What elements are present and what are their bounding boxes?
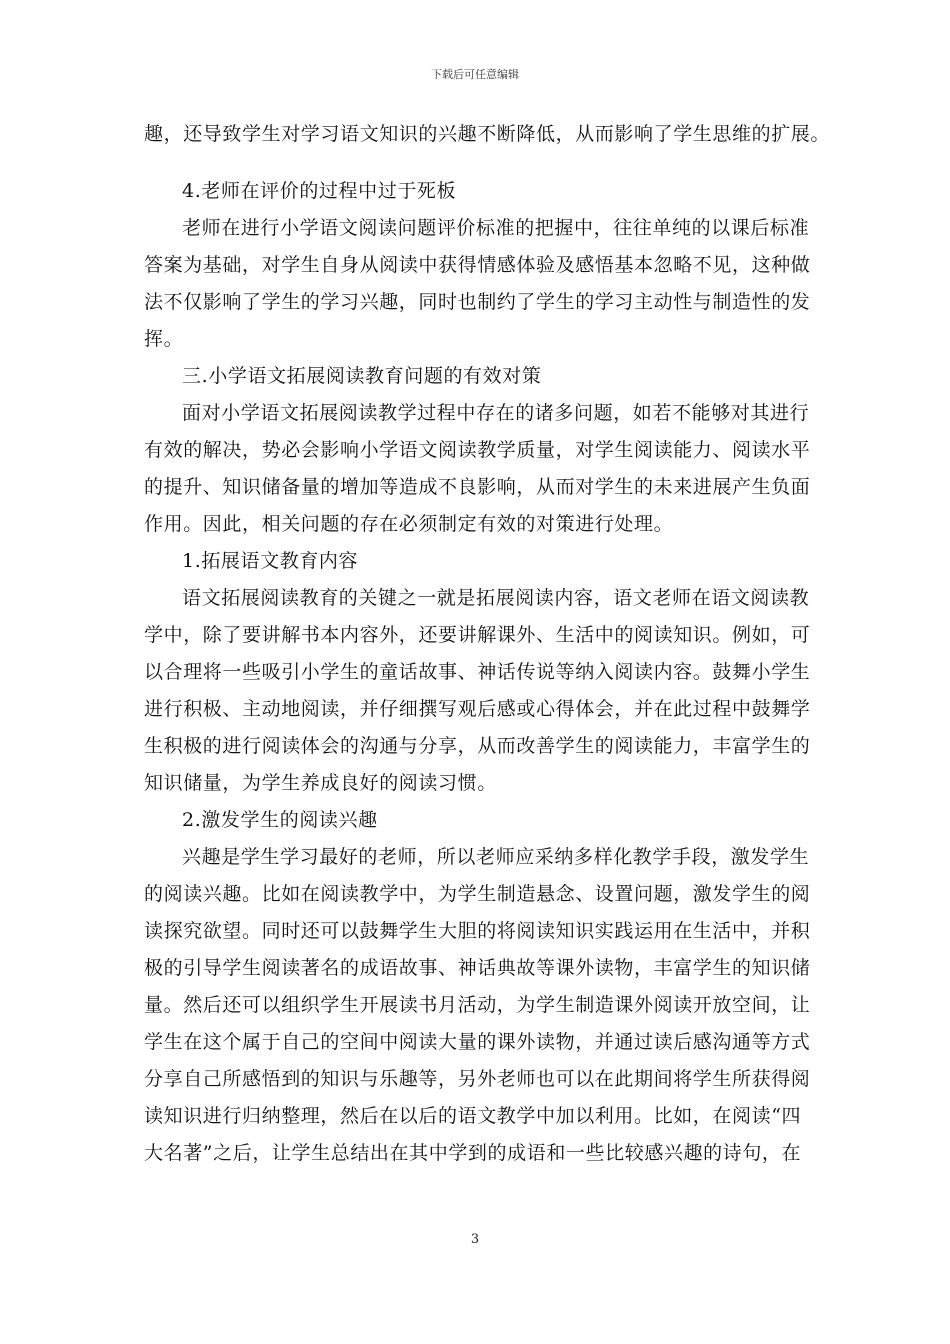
page-header: 下载后可任意编辑 <box>431 68 519 81</box>
body-text-line: 学生在这个属于自己的空间中阅读大量的课外读物，并通过读后感沟通等方式 <box>144 1031 811 1053</box>
body-text-line: 学中，除了要讲解书本内容外，还要讲解课外、生活中的阅读知识。例如，可 <box>144 624 811 646</box>
body-text-line: 老师在进行小学语文阅读问题评价标准的把握中，往往单纯的以课后标准 <box>182 217 810 239</box>
section-heading: 1.拓展语文教育内容 <box>182 550 359 572</box>
document-body <box>144 116 831 1172</box>
section-heading: 4.老师在评价的过程中过于死板 <box>182 180 457 202</box>
body-text-line: 以合理将一些吸引小学生的童话故事、神话传说等纳入阅读内容。鼓舞小学生 <box>144 661 811 683</box>
body-text-line: 挥。 <box>144 328 184 350</box>
body-text-line: 量。然后还可以组织学生开展读书月活动，为学生制造课外阅读开放空间，让 <box>144 994 811 1016</box>
body-text-line: 的阅读兴趣。比如在阅读教学中，为学生制造悬念、设置问题，激发学生的阅 <box>144 883 811 905</box>
body-text-line: 趣，还导致学生对学习语文知识的兴趣不断降低，从而影响了学生思维的扩展。 <box>144 123 831 145</box>
page-number: 3 <box>470 1232 480 1247</box>
section-heading: 2.激发学生的阅读兴趣 <box>182 809 378 831</box>
paragraph-gap <box>144 153 812 173</box>
body-text-line: 语文拓展阅读教育的关键之一就是拓展阅读内容，语文老师在语文阅读教 <box>182 587 810 609</box>
body-text-line: 作用。因此，相关问题的存在必须制定有效的对策进行处理。 <box>144 513 674 535</box>
body-text-line: 的提升、知识储备量的增加等造成不良影响，从而对学生的未来进展产生负面 <box>144 476 811 498</box>
body-text-line: 生积极的进行阅读体会的沟通与分享，从而改善学生的阅读能力，丰富学生的 <box>144 735 811 757</box>
body-text-line: 分享自己所感悟到的知识与乐趣等，另外老师也可以在此期间将学生所获得阅 <box>144 1068 811 1090</box>
body-text-line: 答案为基础，对学生自身从阅读中获得情感体验及感悟基本忽略不见，这种做 <box>144 254 811 276</box>
body-text-line: 大名著”之后，让学生总结出在其中学到的成语和一些比较感兴趣的诗句，在 <box>144 1142 802 1164</box>
body-text-line: 读知识进行归纳整理，然后在以后的语文教学中加以利用。比如，在阅读“四 <box>144 1105 802 1127</box>
body-text-line: 读探究欲望。同时还可以鼓舞学生大胆的将阅读知识实践运用在生活中，并积 <box>144 920 811 942</box>
body-text-line: 进行积极、主动地阅读，并仔细撰写观后感或心得体会，并在此过程中鼓舞学 <box>144 698 811 720</box>
body-text-line: 极的引导学生阅读著名的成语故事、神话典故等课外读物，丰富学生的知识储 <box>144 957 811 979</box>
body-text-line: 法不仅影响了学生的学习兴趣，同时也制约了学生的学习主动性与制造性的发 <box>144 291 811 313</box>
body-text-line: 有效的解决，势必会影响小学语文阅读教学质量，对学生阅读能力、阅读水平 <box>144 439 811 461</box>
section-heading: 三.小学语文拓展阅读教育问题的有效对策 <box>182 365 542 387</box>
body-text-line: 面对小学语文拓展阅读教学过程中存在的诸多问题，如若不能够对其进行 <box>182 402 810 424</box>
body-text-line: 知识储量，为学生养成良好的阅读习惯。 <box>144 772 497 794</box>
body-text-line: 兴趣是学生学习最好的老师，所以老师应采纳多样化教学手段，激发学生 <box>182 846 810 868</box>
